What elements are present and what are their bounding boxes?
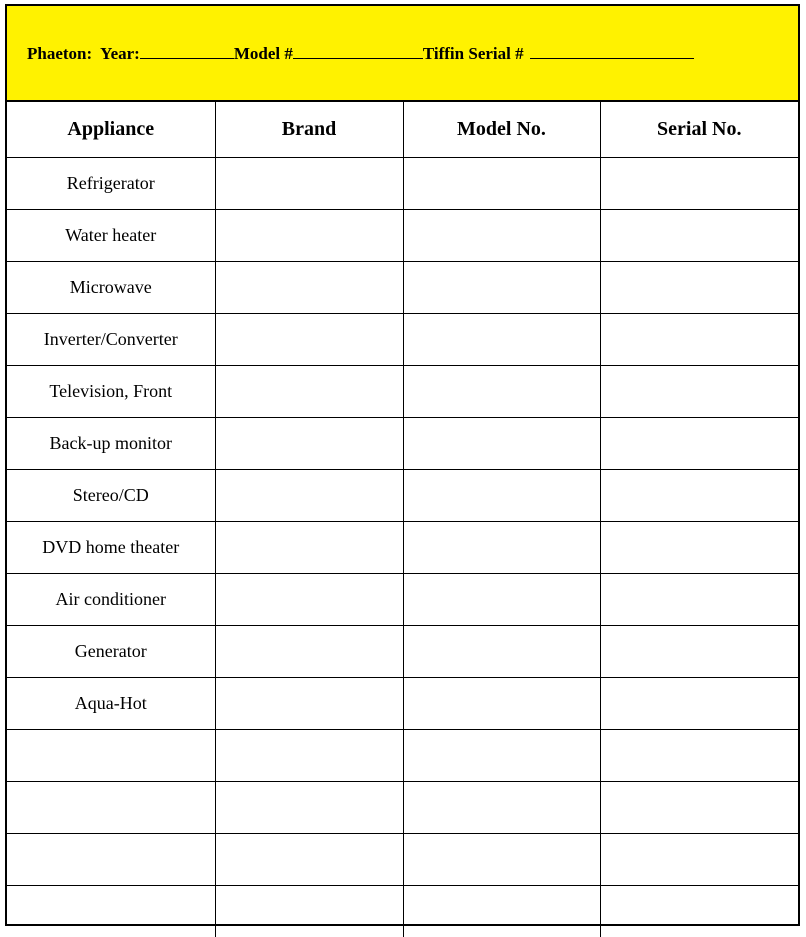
table-row (7, 210, 798, 262)
serial-no-cell[interactable] (600, 262, 798, 314)
tiffin-serial-label: Tiffin Serial # (423, 44, 524, 64)
serial-no-cell[interactable] (600, 574, 798, 626)
serial-no-cell[interactable] (600, 730, 798, 782)
table-row (7, 730, 798, 782)
serial-no-cell[interactable] (600, 418, 798, 470)
model-no-cell[interactable] (403, 834, 600, 886)
table-row (7, 158, 798, 210)
serial-no-cell[interactable] (600, 366, 798, 418)
brand-cell[interactable] (215, 262, 403, 314)
appliance-name-cell[interactable] (7, 886, 215, 937)
serial-no-cell[interactable] (600, 210, 798, 262)
serial-no-cell[interactable] (600, 834, 798, 886)
serial-no-cell[interactable] (600, 470, 798, 522)
appliance-name-cell: DVD home theater (7, 522, 215, 574)
appliance-table (7, 102, 798, 937)
model-input-line[interactable] (293, 42, 423, 59)
table-row (7, 314, 798, 366)
model-no-cell[interactable] (403, 782, 600, 834)
table-row (7, 574, 798, 626)
column-header-serial-no: Serial No. (600, 102, 798, 158)
model-no-cell[interactable] (403, 678, 600, 730)
table-row (7, 262, 798, 314)
model-no-cell[interactable] (403, 262, 600, 314)
column-header-appliance: Appliance (7, 102, 215, 158)
brand-cell[interactable] (215, 730, 403, 782)
brand-cell[interactable] (215, 210, 403, 262)
table-row (7, 418, 798, 470)
appliance-name-cell: Back-up monitor (7, 418, 215, 470)
appliance-name-cell: Air conditioner (7, 574, 215, 626)
appliance-name-cell[interactable] (7, 782, 215, 834)
appliance-name-cell[interactable] (7, 730, 215, 782)
appliance-name-cell: Aqua-Hot (7, 678, 215, 730)
serial-no-cell[interactable] (600, 626, 798, 678)
column-header-model-no: Model No. (403, 102, 600, 158)
appliance-name-cell: Stereo/CD (7, 470, 215, 522)
brand-cell[interactable] (215, 418, 403, 470)
vehicle-label: Phaeton: (27, 44, 92, 64)
serial-no-cell[interactable] (600, 314, 798, 366)
serial-no-cell[interactable] (600, 886, 798, 937)
model-no-cell[interactable] (403, 418, 600, 470)
brand-cell[interactable] (215, 886, 403, 937)
model-label: Model # (234, 44, 293, 64)
appliance-name-cell[interactable] (7, 834, 215, 886)
table-row (7, 834, 798, 886)
table-row (7, 886, 798, 937)
appliance-record-form (5, 4, 800, 926)
tiffin-serial-input-line[interactable] (530, 42, 694, 59)
column-header-brand: Brand (215, 102, 403, 158)
appliance-name-cell: Inverter/Converter (7, 314, 215, 366)
header-fields (27, 42, 694, 64)
brand-cell[interactable] (215, 522, 403, 574)
appliance-name-cell: Refrigerator (7, 158, 215, 210)
model-no-cell[interactable] (403, 886, 600, 937)
table-row (7, 366, 798, 418)
appliance-name-cell: Television, Front (7, 366, 215, 418)
table-row (7, 678, 798, 730)
brand-cell[interactable] (215, 782, 403, 834)
model-no-cell[interactable] (403, 626, 600, 678)
table-row (7, 626, 798, 678)
form-header-banner (7, 6, 798, 102)
brand-cell[interactable] (215, 158, 403, 210)
brand-cell[interactable] (215, 574, 403, 626)
model-no-cell[interactable] (403, 158, 600, 210)
brand-cell[interactable] (215, 678, 403, 730)
brand-cell[interactable] (215, 366, 403, 418)
table-row (7, 522, 798, 574)
brand-cell[interactable] (215, 626, 403, 678)
brand-cell[interactable] (215, 314, 403, 366)
brand-cell[interactable] (215, 834, 403, 886)
appliance-name-cell: Water heater (7, 210, 215, 262)
model-no-cell[interactable] (403, 210, 600, 262)
serial-no-cell[interactable] (600, 678, 798, 730)
model-no-cell[interactable] (403, 522, 600, 574)
model-no-cell[interactable] (403, 366, 600, 418)
table-row (7, 782, 798, 834)
table-header-row (7, 102, 798, 158)
table-row (7, 470, 798, 522)
appliance-name-cell: Microwave (7, 262, 215, 314)
serial-no-cell[interactable] (600, 522, 798, 574)
serial-no-cell[interactable] (600, 782, 798, 834)
serial-no-cell[interactable] (600, 158, 798, 210)
model-no-cell[interactable] (403, 314, 600, 366)
model-no-cell[interactable] (403, 574, 600, 626)
model-no-cell[interactable] (403, 730, 600, 782)
appliance-name-cell: Generator (7, 626, 215, 678)
brand-cell[interactable] (215, 470, 403, 522)
year-label: Year: (100, 44, 140, 64)
model-no-cell[interactable] (403, 470, 600, 522)
year-input-line[interactable] (140, 42, 234, 59)
